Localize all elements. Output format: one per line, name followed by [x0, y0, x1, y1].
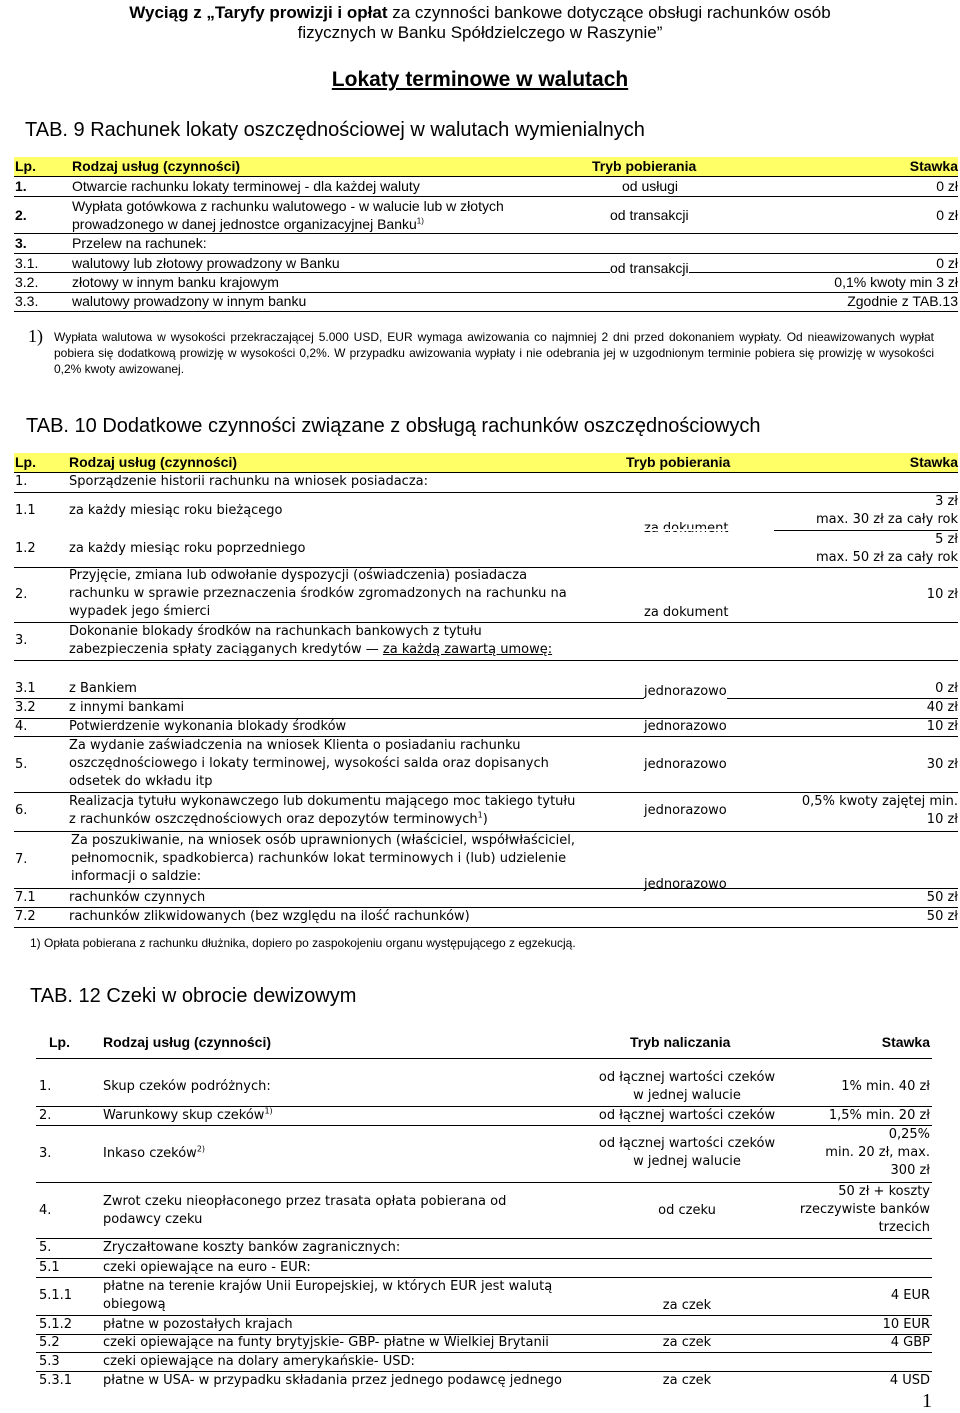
row-rate-line1: 0,5% kwoty zajętej min. — [801, 794, 958, 809]
row-lp: 5.1 — [39, 1260, 60, 1275]
row-rate: 10 zł — [926, 587, 958, 602]
row-rate-line1: 5 zł — [935, 532, 958, 547]
row-name: Zryczałtowane koszty banków zagranicznych: — [103, 1240, 401, 1255]
row-rate-line2: min. 20 zł, max. — [825, 1145, 930, 1160]
row-lp: 4. — [15, 719, 28, 734]
document-header — [0, 3, 960, 43]
row-rate: 1% min. 40 zł — [841, 1079, 930, 1094]
table-row — [36, 1069, 932, 1107]
row-name: z innymi bankami — [69, 700, 185, 715]
table-row — [36, 1353, 932, 1372]
tab12-title: TAB. 12 Czeki w obrocie dewizowym — [30, 985, 357, 1007]
row-lp: 3.2. — [15, 274, 39, 290]
col-lp: Lp. — [15, 454, 36, 470]
col-name: Rodzaj usług (czynności) — [69, 454, 238, 470]
row-name-text: Warunkowy skup czeków — [103, 1108, 265, 1123]
table-row — [14, 680, 958, 699]
col-mode: Tryb pobierania — [626, 454, 731, 470]
row-name: Przelew na rachunek: — [72, 235, 207, 251]
table-row — [14, 473, 958, 493]
row-rate-line2: max. 30 zł za cały rok — [815, 512, 958, 527]
row-mode: od transakcji — [610, 207, 689, 223]
table-row — [36, 1107, 932, 1126]
row-lp: 5. — [39, 1240, 52, 1255]
tab10-footnote: 1) Opłata pobierana z rachunku dłużnika, dopiero po zaspokojeniu organu występującego z egzekucją. — [30, 936, 576, 950]
row-rate: 1,5% min. 20 zł — [828, 1108, 930, 1123]
row-lp: 3. — [15, 633, 28, 648]
row-mode: za czek — [662, 1373, 712, 1388]
header-rest: za czynności bankowe dotyczące obsługi rachunków osób — [392, 3, 831, 22]
row-rate-line2: max. 50 zł za cały rok — [815, 550, 958, 565]
row-rate: 4 GBP — [890, 1335, 930, 1350]
row-rate: 0 zł — [936, 178, 958, 194]
row-name: Skup czeków podróżnych: — [103, 1079, 271, 1094]
table-row — [14, 197, 958, 234]
row-lp: 5. — [15, 757, 28, 772]
row-mode: jednorazowo — [644, 684, 727, 699]
row-lp: 5.2 — [39, 1335, 60, 1350]
table-row — [14, 623, 958, 661]
table-row — [36, 1278, 932, 1316]
row-lp: 7.1 — [15, 890, 36, 905]
table-row — [14, 718, 958, 737]
tab10-table — [14, 453, 958, 926]
table-row — [14, 793, 958, 832]
header-bold: Wyciąg z „Taryfy prowizji i opłat — [129, 3, 388, 22]
row-name — [103, 1145, 205, 1163]
footnote-ref: 1) — [264, 1106, 273, 1116]
tab12-group-51 — [36, 1278, 932, 1334]
row-name-line2 — [72, 215, 424, 233]
tab12-header-row — [36, 1032, 932, 1059]
row-mode: jednorazowo — [644, 877, 727, 892]
tab10-group-1 — [14, 493, 958, 567]
row-name: czeki opiewające na dolary amerykańskie- USD: — [103, 1354, 415, 1369]
row-name-line2: obiegową — [103, 1297, 166, 1312]
row-lp: 2. — [15, 207, 27, 223]
table-row — [14, 234, 958, 254]
row-name: za każdy miesiąc roku bieżącego — [69, 503, 283, 518]
row-mode: od usługi — [622, 178, 679, 194]
row-lp: 3.1. — [15, 255, 39, 271]
table-row — [14, 737, 958, 793]
row-name: czeki opiewające na funty brytyjskie- GBP- płatne w Wielkiej Brytanii — [103, 1335, 549, 1350]
tab12-table — [36, 1032, 932, 1390]
row-mode: jednorazowo — [644, 803, 727, 818]
row-rate-line2: rzeczywiste banków — [799, 1202, 930, 1217]
row-rate: 0 zł — [935, 681, 958, 696]
row-name-line1: Realizacja tytułu wykonawczego lub dokumentu mającego moc takiego tytułu — [69, 794, 576, 809]
row-name: czeki opiewające na euro - EUR: — [103, 1260, 311, 1275]
row-name: z Bankiem — [69, 681, 137, 696]
section-title: Lokaty terminowe w walutach — [331, 68, 629, 91]
row-name: płatne w USA- w przypadku składania przez jednego podawcę jednego — [103, 1373, 563, 1388]
row-lp: 1.1 — [15, 503, 36, 518]
col-lp: Lp. — [49, 1034, 70, 1050]
col-lp: Lp. — [15, 158, 36, 174]
col-name: Rodzaj usług (czynności) — [72, 158, 241, 174]
row-mode-line1: od łącznej wartości czeków — [598, 1136, 776, 1151]
row-name-line1: Za wydanie zaświadczenia na wniosek Klienta o posiadaniu rachunku — [69, 738, 521, 753]
row-rate: 50 zł — [926, 890, 958, 905]
footnote-ref: 2) — [196, 1144, 206, 1154]
row-name-line1: Wypłata gotówkowa z rachunku walutowego - w walucie lub w złotych — [72, 198, 504, 214]
tab10-group-7 — [14, 832, 958, 926]
row-mode-line2: w jednej walucie — [633, 1088, 741, 1103]
row-name-line1: płatne na terenie krajów Unii Europejskiej, w których EUR jest walutą — [103, 1279, 553, 1294]
row-name-line2-text: z rachunków oszczędnościowych oraz depozytów terminowych — [69, 812, 478, 827]
cell-gap — [14, 529, 774, 531]
row-rate: 0,1% kwoty min 3 zł — [834, 274, 958, 290]
table-row — [14, 832, 958, 889]
row-name: za każdy miesiąc roku poprzedniego — [69, 541, 306, 556]
tab9-title: TAB. 9 Rachunek lokaty oszczędnościowej w walutach wymienialnych — [25, 119, 645, 141]
row-name-text: Inkaso czeków — [103, 1146, 197, 1161]
row-lp: 7. — [15, 852, 28, 867]
row-name-line2a: zabezpieczenia spłaty zaciąganych kredytów — [69, 642, 362, 657]
row-name-line2: zabezpieczenia spłaty zaciąganych kredytów — za każdą zawartą umowę: — [69, 642, 553, 657]
col-name: Rodzaj usług (czynności) — [103, 1034, 272, 1050]
row-mode: za czek — [662, 1335, 712, 1350]
row-name: walutowy prowadzony w innym banku — [72, 293, 307, 309]
col-rate: Stawka — [909, 454, 958, 470]
row-mode: za czek — [596, 1297, 778, 1315]
table-row — [36, 1316, 932, 1335]
row-name-line2: podawcy czeku — [103, 1212, 203, 1227]
row-name-line3: informacji o saldzie: — [71, 869, 202, 884]
row-rate: 0 zł — [936, 207, 958, 223]
row-lp: 5.3.1 — [39, 1373, 73, 1388]
row-rate-line3: 300 zł — [890, 1163, 930, 1178]
row-name: walutowy lub złotowy prowadzony w Banku — [72, 255, 340, 271]
row-rate-line1: 3 zł — [935, 494, 958, 509]
row-name — [103, 1107, 273, 1125]
table-row — [14, 889, 958, 908]
row-rate-line3: trzecich — [878, 1220, 930, 1235]
row-rate-line1: 0,25% — [888, 1127, 930, 1142]
table-row — [14, 292, 958, 312]
header-line2: fizycznych w Banku Spółdzielczego w Raszynie” — [297, 23, 663, 42]
row-rate: 10 EUR — [882, 1317, 930, 1332]
table-row — [14, 177, 958, 197]
row-name-line3: wypadek jego śmierci — [69, 604, 211, 619]
row-rate: 50 zł — [926, 909, 958, 924]
tab9-table — [14, 157, 958, 312]
row-rate: 4 USD — [889, 1373, 930, 1388]
row-name: rachunków zlikwidowanych (bez względu na ilość rachunków) — [69, 909, 470, 924]
row-lp: 4. — [39, 1203, 52, 1218]
row-name-line2-end: ) — [482, 812, 488, 827]
col-mode: Tryb naliczania — [630, 1034, 731, 1050]
footnote-number: 1) — [28, 326, 43, 346]
tab9-footnote: Wypłata walutowa w wysokości przekraczającej 5.000 USD, EUR wymaga awizowania co najmniej 2 dni przed dokonaniem wypłaty. Od nieawizowanych wypłat pobiera się dodatkową prowizję w wysokości 0,2%. W przypadku awizowania wypłaty i nie odebrania jej w uzgodnionym terminie pobiera się prowizję w wysokości 0,2% kwoty awizowanej. — [54, 330, 934, 376]
tab10-group-23 — [14, 567, 958, 680]
table-row — [36, 1126, 932, 1183]
row-mode: od transakcji — [610, 260, 689, 276]
col-rate: Stawka — [909, 158, 958, 174]
footnote-ref: 1 — [477, 810, 483, 820]
row-lp: 2. — [15, 587, 28, 602]
row-mode-line2: w jednej walucie — [633, 1154, 741, 1169]
row-name: płatne w pozostałych krajach — [103, 1317, 293, 1332]
tab9-header-row — [14, 157, 958, 177]
table-row — [14, 699, 958, 719]
row-lp: 1.2 — [15, 541, 36, 556]
row-lp: 7.2 — [15, 909, 36, 924]
table-row — [36, 1239, 932, 1259]
col-mode: Tryb pobierania — [592, 158, 697, 174]
tab10-group-3 — [14, 680, 958, 718]
row-rate: 4 EUR — [890, 1288, 930, 1303]
table-row — [14, 254, 958, 273]
row-lp: 1. — [15, 178, 27, 194]
row-lp: 3. — [15, 235, 27, 251]
col-rate: Stawka — [881, 1034, 930, 1050]
table-row — [36, 1372, 932, 1390]
table-row — [14, 273, 958, 293]
row-mode: jednorazowo — [644, 757, 727, 772]
tab10-title: TAB. 10 Dodatkowe czynności związane z obsługą rachunków oszczędnościowych — [26, 415, 761, 437]
row-lp: 5.1.1 — [39, 1288, 73, 1303]
row-name-line1: Dokonanie blokady środków na rachunkach bankowych z tytułu — [69, 624, 482, 639]
row-name-line2: rachunku w sprawie przeznaczenia środków zgromadzonych na rachunku na — [69, 586, 567, 601]
row-name: Otwarcie rachunku lokaty terminowej - dla każdej waluty — [72, 178, 420, 194]
table-row — [14, 908, 958, 928]
row-rate-line1: 50 zł + koszty — [838, 1184, 930, 1199]
row-rate-line2: 10 zł — [926, 812, 958, 827]
spacer — [36, 1059, 932, 1069]
table-row — [14, 531, 958, 568]
row-lp: 1. — [39, 1079, 52, 1094]
row-mode: od czeku — [658, 1203, 716, 1218]
tab10-header-row — [14, 453, 958, 473]
row-lp: 5.3 — [39, 1354, 60, 1369]
row-lp: 1. — [15, 474, 28, 489]
row-mode: jednorazowo — [644, 719, 727, 734]
row-name-line2: oszczędnościowego i lokaty terminowej, wysokości salda oraz dopisanych — [69, 756, 549, 771]
row-name-line2 — [69, 811, 488, 829]
row-mode: za dokument — [644, 605, 729, 620]
row-lp: 3. — [39, 1146, 52, 1161]
row-name: złotowy w innym banku krajowym — [72, 274, 279, 290]
row-lp: 2. — [39, 1108, 52, 1123]
row-rate: 10 zł — [926, 719, 958, 734]
row-rate: 40 zł — [926, 700, 958, 715]
row-name: Potwierdzenie wykonania blokady środków — [69, 719, 347, 734]
row-lp: 3.3. — [15, 293, 39, 309]
row-mode-line1: od łącznej wartości czeków — [598, 1070, 776, 1085]
table-row — [36, 1259, 932, 1278]
row-name-line3: odsetek do wkładu itp — [69, 774, 213, 789]
tab9-group-3 — [14, 254, 958, 292]
table-row — [14, 567, 958, 623]
row-lp: 3.1 — [15, 681, 36, 696]
table-row — [14, 493, 958, 531]
row-lp: 6. — [15, 803, 28, 818]
row-name-line2-text: prowadzonego w danej jednostce organizacyjnej Banku — [72, 216, 417, 232]
row-name-line2b: za każdą zawartą umowę: — [382, 642, 553, 657]
table-row — [36, 1183, 932, 1239]
row-rate: 0 zł — [936, 255, 958, 271]
table-row — [36, 1334, 932, 1353]
row-name-line1: Za poszukiwanie, na wniosek osób uprawnionych (właściciel, współwłaściciel, — [71, 833, 576, 848]
footnote-ref: 1) — [416, 216, 424, 226]
row-mode: od łącznej wartości czeków — [598, 1108, 776, 1123]
row-rate: Zgodnie z TAB.13 — [847, 293, 958, 309]
row-name: Sporządzenie historii rachunku na wniosek posiadacza: — [69, 474, 428, 489]
row-name-line1: Przyjęcie, zmiana lub odwołanie dyspozycji (oświadczenia) posiadacza — [69, 568, 528, 583]
row-lp: 5.1.2 — [39, 1317, 73, 1332]
row-name: rachunków czynnych — [69, 890, 206, 905]
row-lp: 3.2 — [15, 700, 36, 715]
page-number: 1 — [922, 1390, 932, 1412]
row-name-line1: Zwrot czeku nieopłaconego przez trasata opłata pobierana od — [103, 1194, 507, 1209]
row-name-line2: pełnomocnik, spadkobierca) rachunków lokat terminowych i (lub) udzielenie — [71, 851, 567, 866]
row-rate: 30 zł — [926, 757, 958, 772]
